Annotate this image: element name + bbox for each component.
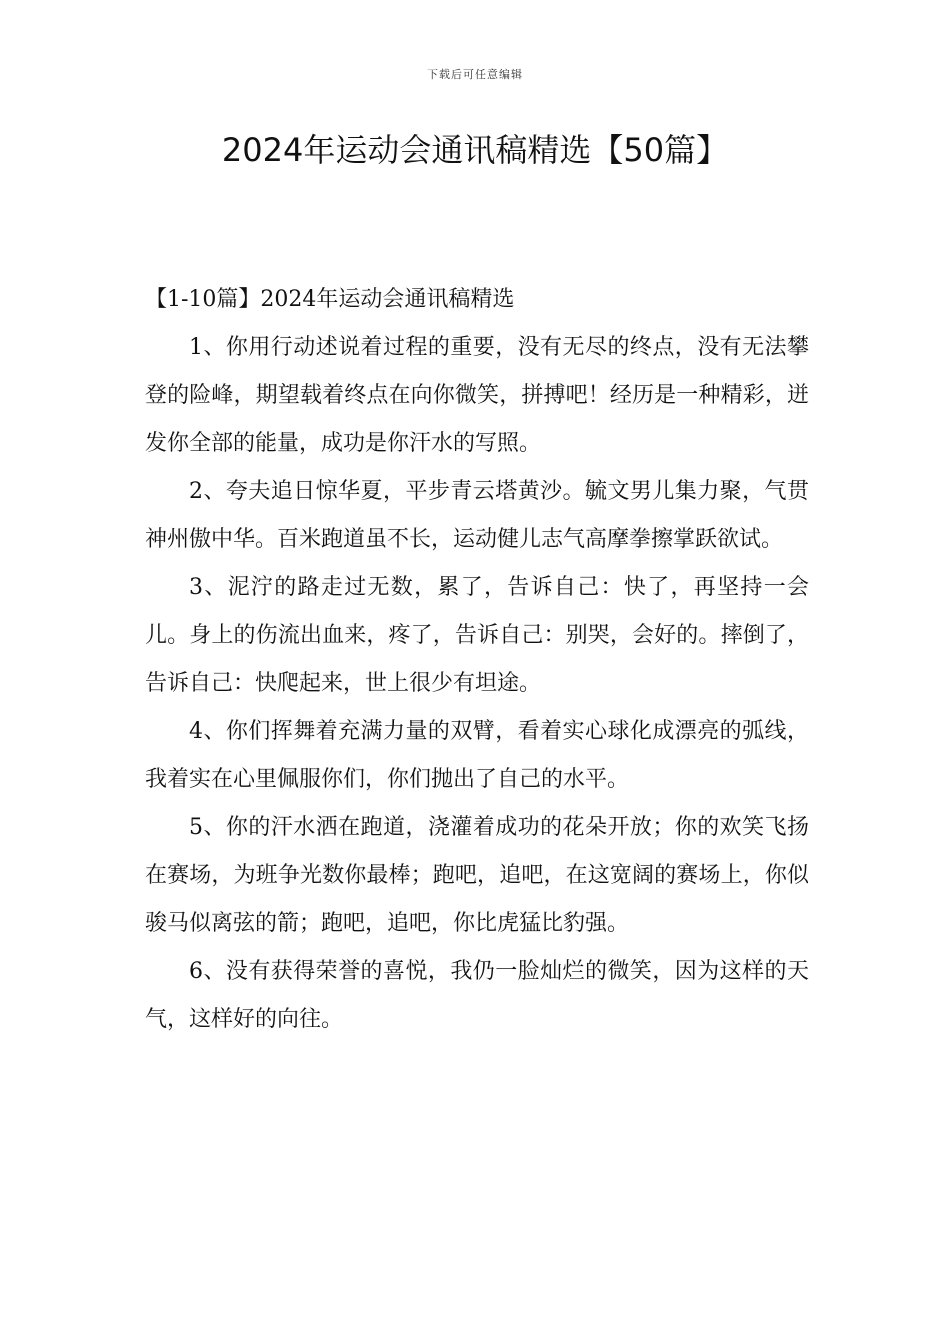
section-heading: 【1-10篇】2024年运动会通讯稿精选 xyxy=(145,287,515,312)
paragraph-5: 5、你的汗水洒在跑道，浇灌着成功的花朵开放；你的欢笑飞扬在赛场，为班争光数你最棒；跑吧，追吧，在这宽阔的赛场上，你似骏马似离弦的箭；跑吧，追吧，你比虎猛比豹强。 xyxy=(145,815,809,936)
paragraph-2: 2、夸夫追日惊华夏，平步青云塔黄沙。毓文男儿集力聚，气贯神州傲中华。百米跑道虽不长，运动健儿志气高摩拳擦掌跃欲试。 xyxy=(145,479,809,552)
document-title: 2024年运动会通讯稿精选【50篇】 xyxy=(221,131,729,169)
paragraph-6: 6、没有获得荣誉的喜悦，我仍一脸灿烂的微笑，因为这样的天气，这样好的向往。 xyxy=(145,959,809,1032)
paragraph-4: 4、你们挥舞着充满力量的双臂，看着实心球化成漂亮的弧线，我着实在心里佩服你们，你们抛出了自己的水平。 xyxy=(145,719,809,792)
paragraph-3: 3、泥泞的路走过无数，累了，告诉自己：快了，再坚持一会儿。身上的伤流出血来，疼了，告诉自己：别哭，会好的。摔倒了，告诉自己：快爬起来，世上很少有坦途。 xyxy=(145,575,809,696)
paragraph-1: 1、你用行动述说着过程的重要，没有无尽的终点，没有无法攀登的险峰，期望载着终点在向你微笑，拼搏吧！经历是一种精彩，迸发你全部的能量，成功是你汗水的写照。 xyxy=(145,335,809,456)
header-note: 下载后可任意编辑 xyxy=(427,68,523,81)
document-body xyxy=(145,276,809,1044)
